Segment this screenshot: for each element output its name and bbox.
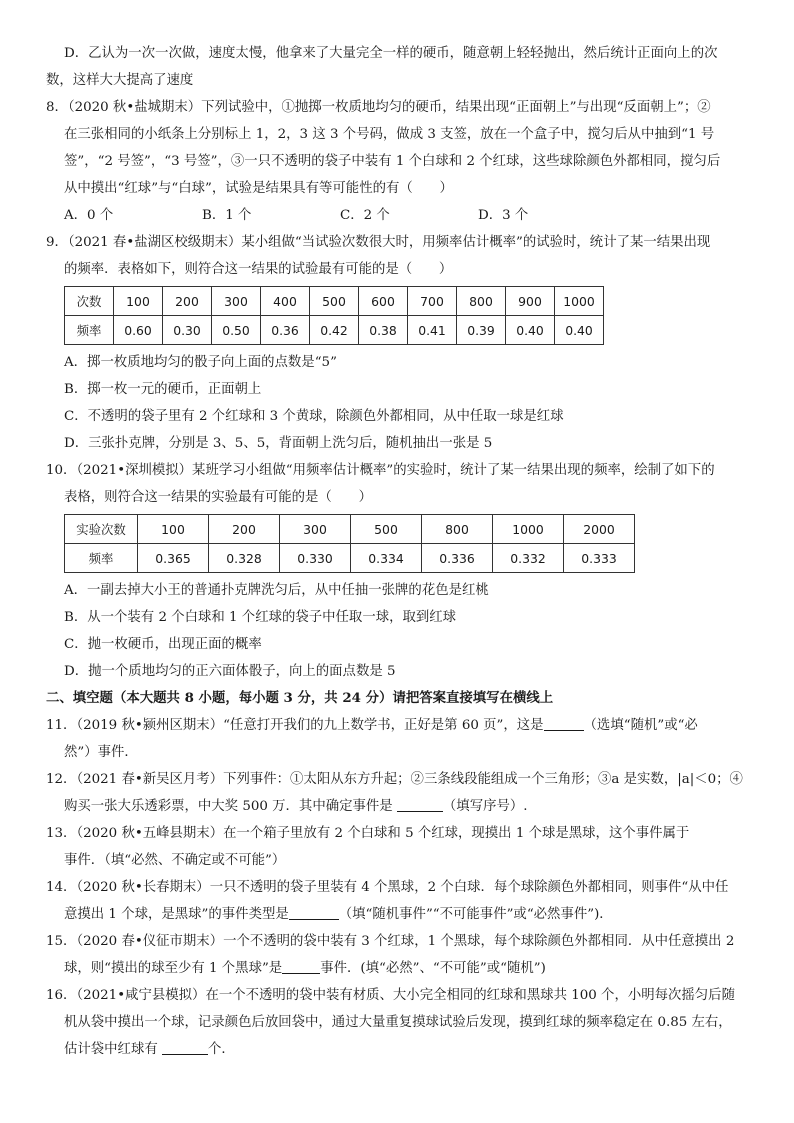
- question-11: [46, 712, 754, 766]
- table-cell: 0.60: [114, 316, 163, 345]
- section-2-heading: [46, 685, 754, 712]
- table-cell: 1000: [555, 287, 604, 316]
- table-cell: 0.328: [209, 544, 280, 573]
- table-cell: 0.333: [564, 544, 635, 573]
- table-cell: 0.365: [138, 544, 209, 573]
- table-cell: 0.336: [422, 544, 493, 573]
- table-cell: 400: [261, 287, 310, 316]
- table-cell: 0.332: [493, 544, 564, 573]
- q8-option-d: D．3 个: [478, 208, 529, 223]
- q16-line2: 机从袋中摸出一个球，记录颜色后放回袋中，通过大量重复摸球试验后发现，摸到红球的频率稳定在 0.85 左右，: [64, 1015, 732, 1030]
- q13-line2: 事件．（填“必然、不确定或不可能”）: [64, 853, 286, 868]
- q10-line: 10．（2021•深圳模拟）某班学习小组做“用频率估计概率”的实验时，统计了某一结果出现的频率，绘制了如下的: [46, 463, 715, 478]
- q14-line1: 14．（2020 秋•长春期末）一只不透明的袋子里装有 4 个黑球，2 个白球．每个球除颜色外都相同，则事件“从中任: [46, 880, 729, 895]
- table-cell: 0.334: [351, 544, 422, 573]
- q14-answer-blank[interactable]: [289, 904, 339, 920]
- q9-line: 的频率．表格如下，则符合这一结果的试验最有可能的是（ ）: [64, 262, 453, 277]
- q10-option-b: B．从一个装有 2 个白球和 1 个红球的袋子中任取一球，取到红球: [64, 610, 457, 625]
- q9-option-c: C．不透明的袋子里有 2 个红球和 3 个黄球，除颜色外都相同，从中任取一球是红球: [64, 409, 564, 424]
- q12-answer-blank[interactable]: [397, 796, 443, 812]
- table-cell: 100: [114, 287, 163, 316]
- q11-line2: 然”）事件．: [64, 745, 138, 760]
- q12-line2: [46, 793, 754, 820]
- table-cell: 700: [408, 287, 457, 316]
- q12-text: 购买一张大乐透彩票，中大奖 500 万．其中确定事件是: [64, 799, 397, 814]
- table-cell: 0.38: [359, 316, 408, 345]
- q15-answer-blank[interactable]: [282, 958, 320, 974]
- table-cell: 200: [163, 287, 212, 316]
- table-cell: 100: [138, 515, 209, 544]
- q7-option-d-line2: 数，这样大大提高了速度: [46, 73, 194, 88]
- q14-text: （填“随机事件”“不可能事件”或“必然事件”)．: [338, 907, 613, 922]
- table-cell: 500: [351, 515, 422, 544]
- q12-line1: 12．（2021 春•新吴区月考）下列事件：①太阳从东方升起；②三条线段能组成一个三角形；③a 是实数，|a|＜0；④: [46, 772, 743, 787]
- q15-line1: 15．（2020 春•仪征市期末）一个不透明的袋中装有 3 个红球，1 个黑球，每个球除颜色外都相同．从中任意摸出 2: [46, 934, 735, 949]
- q8-option-c: C．2 个: [340, 208, 390, 223]
- q12-text: （填写序号）.: [442, 799, 528, 814]
- question-13: [46, 820, 754, 874]
- q8-option-a: A．0 个: [64, 208, 114, 223]
- q13-line1: 13．（2020 秋•五峰县期末）在一个箱子里放有 2 个白球和 5 个红球，现摸出 1 个球是黑球，这个事件属于: [46, 826, 690, 841]
- table-cell: 实验次数: [65, 515, 138, 544]
- table-cell: 频率: [65, 544, 138, 573]
- q10-frequency-table: [64, 514, 635, 573]
- table-cell: 0.40: [506, 316, 555, 345]
- table-cell: 0.40: [555, 316, 604, 345]
- table-cell: 频率: [65, 316, 114, 345]
- q9-table-header-row: [65, 287, 604, 316]
- q9-option-b: B．掷一枚一元的硬币，正面朝上: [64, 382, 262, 397]
- q16-line1: 16．（2021•咸宁县模拟）在一个不透明的袋中装有材质、大小完全相同的红球和黑球共 100 个，小明每次摇匀后随: [46, 988, 735, 1003]
- q15-text: 球，则“摸出的球至少有 1 个黑球”是: [64, 961, 283, 976]
- q16-line3: [46, 1036, 754, 1063]
- question-15: [46, 928, 754, 982]
- table-cell: 2000: [564, 515, 635, 544]
- table-cell: 600: [359, 287, 408, 316]
- q10-option-a: A．一副去掉大小王的普通扑克牌洗匀后，从中任抽一张牌的花色是红桃: [64, 583, 489, 598]
- section-2-title: 二、填空题（本大题共 8 小题，每小题 3 分，共 24 分）请把答案直接填写在横线上: [46, 690, 554, 706]
- q10-option-d: D．抛一个质地均匀的正六面体骰子，向上的面点数是 5: [64, 664, 396, 679]
- table-cell: 0.30: [163, 316, 212, 345]
- table-cell: 0.42: [310, 316, 359, 345]
- q9-option-a: A．掷一枚质地均匀的骰子向上面的点数是“5”: [64, 355, 337, 370]
- table-cell: 0.41: [408, 316, 457, 345]
- q8-line: 在三张相同的小纸条上分别标上 1，2，3 这 3 个号码，做成 3 支签，放在一个盒子中，搅匀后从中抽到“1 号: [64, 127, 715, 142]
- table-cell: 800: [457, 287, 506, 316]
- table-cell: 0.330: [280, 544, 351, 573]
- q9-table-data-row: [65, 316, 604, 345]
- q14-line2: [46, 901, 754, 928]
- table-cell: 次数: [65, 287, 114, 316]
- q7-option-d: [46, 40, 754, 94]
- q15-line2: [46, 955, 754, 982]
- q16-text: 估计袋中红球有: [64, 1042, 162, 1057]
- q14-text: 意摸出 1 个球，是黑球”的事件类型是: [64, 907, 289, 922]
- q9-option-d: D．三张扑克牌，分别是 3、5、5，背面朝上洗匀后，随机抽出一张是 5: [64, 436, 493, 451]
- q10-line: 表格，则符合这一结果的实验最有可能的是（ ）: [64, 490, 372, 505]
- q8-option-b: B．1 个: [202, 208, 252, 223]
- question-12: [46, 766, 754, 820]
- table-cell: 300: [212, 287, 261, 316]
- q8-line: 签”，“2 号签”，“3 号签”，③一只不透明的袋子中装有 1 个白球和 2 个红球，这些球除颜色外都相同，搅匀后: [64, 154, 721, 169]
- table-cell: 300: [280, 515, 351, 544]
- table-cell: 0.50: [212, 316, 261, 345]
- q15-text: 事件．(填“必然”、“不可能”或“随机”): [320, 961, 546, 976]
- table-cell: 200: [209, 515, 280, 544]
- q11-line1: [46, 712, 754, 739]
- q9-frequency-table: [64, 286, 604, 345]
- table-cell: 1000: [493, 515, 564, 544]
- table-cell: 900: [506, 287, 555, 316]
- table-cell: 800: [422, 515, 493, 544]
- question-10: [46, 457, 754, 685]
- table-cell: 500: [310, 287, 359, 316]
- question-16: [46, 982, 754, 1063]
- question-8: [46, 94, 754, 229]
- q11-text: （选填“随机”或“必: [583, 718, 698, 733]
- q8-line: 8．（2020 秋•盐城期末）下列试验中，①抛掷一枚质地均匀的硬币，结果出现“正面朝上”与出现“反面朝上”；②: [46, 100, 711, 115]
- table-cell: 0.39: [457, 316, 506, 345]
- q8-options: [46, 202, 754, 229]
- q16-text: 个．: [208, 1042, 235, 1057]
- question-14: [46, 874, 754, 928]
- q10-option-c: C．抛一枚硬币，出现正面的概率: [64, 637, 262, 652]
- question-9: [46, 229, 754, 457]
- q10-table-header-row: [65, 515, 635, 544]
- q7-option-d-line1: D．乙认为一次一次做，速度太慢，他拿来了大量完全一样的硬币，随意朝上轻轻抛出，然后统计正面向上的次: [64, 46, 718, 61]
- table-cell: 0.36: [261, 316, 310, 345]
- q9-line: 9．（2021 春•盐湖区校级期末）某小组做“当试验次数很大时，用频率估计概率”的试验时，统计了某一结果出现: [46, 235, 711, 250]
- q8-line: 从中摸出“红球”与“白球”，试验是结果具有等可能性的有（ ）: [64, 181, 453, 196]
- q10-table-data-row: [65, 544, 635, 573]
- q11-text: 11．（2019 秋•颍州区期末）“任意打开我们的九上数学书，正好是第 60 页”，这是: [46, 718, 544, 733]
- q16-answer-blank[interactable]: [162, 1039, 208, 1055]
- q11-answer-blank[interactable]: [544, 715, 584, 731]
